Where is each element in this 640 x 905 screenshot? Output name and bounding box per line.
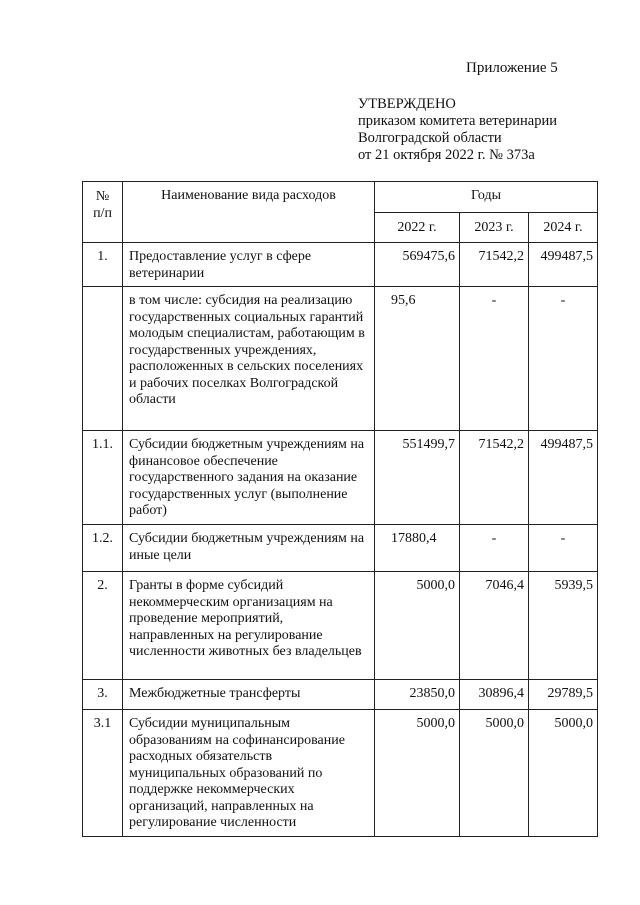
value-2022: 95,6 bbox=[375, 287, 460, 431]
value-2023: 5000,0 bbox=[460, 710, 529, 837]
value-2024: 499487,5 bbox=[529, 243, 598, 287]
value-2022: 551499,7 bbox=[375, 431, 460, 525]
col-name-header: Наименование вида расходов bbox=[123, 182, 375, 243]
value-2023: 7046,4 bbox=[460, 572, 529, 680]
value-2023: - bbox=[460, 287, 529, 431]
value-2022: 23850,0 bbox=[375, 680, 460, 710]
value-2024: 29789,5 bbox=[529, 680, 598, 710]
value-2023: 71542,2 bbox=[460, 431, 529, 525]
col-years-header: Годы bbox=[375, 182, 598, 213]
approval-line: приказом комитета ветеринарии bbox=[358, 113, 557, 129]
year-header-2022: 2022 г. bbox=[375, 213, 460, 243]
row-number: 1.1. bbox=[83, 431, 123, 525]
table-header-row bbox=[83, 182, 598, 213]
row-number: 1. bbox=[83, 243, 123, 287]
value-2024: - bbox=[529, 525, 598, 572]
table-row bbox=[83, 525, 598, 572]
table-row bbox=[83, 710, 598, 837]
value-2023: 30896,4 bbox=[460, 680, 529, 710]
year-header-2023: 2023 г. bbox=[460, 213, 529, 243]
row-number: 3. bbox=[83, 680, 123, 710]
row-number: 3.1 bbox=[83, 710, 123, 837]
appendix-label: Приложение 5 bbox=[466, 60, 558, 76]
table-row bbox=[83, 243, 598, 287]
row-name: Гранты в форме субсидий некоммерческим организациям на проведение мероприятий, направленных на регулирование численности животных без владельцев bbox=[123, 572, 375, 680]
value-2024: 5000,0 bbox=[529, 710, 598, 837]
value-2024: 499487,5 bbox=[529, 431, 598, 525]
col-number-header-text: № п/п bbox=[93, 189, 112, 221]
row-name: Межбюджетные трансферты bbox=[123, 680, 375, 710]
value-2022: 17880,4 bbox=[375, 525, 460, 572]
year-header-2024: 2024 г. bbox=[529, 213, 598, 243]
value-2023: 71542,2 bbox=[460, 243, 529, 287]
expenses-table bbox=[82, 181, 598, 837]
approval-line: Волгоградской области bbox=[358, 130, 502, 146]
value-2022: 5000,0 bbox=[375, 572, 460, 680]
value-2022: 569475,6 bbox=[375, 243, 460, 287]
row-name: Субсидии бюджетным учреждениям на иные цели bbox=[123, 525, 375, 572]
row-number bbox=[83, 287, 123, 431]
value-2023: - bbox=[460, 525, 529, 572]
approval-block bbox=[358, 96, 557, 164]
table-row bbox=[83, 680, 598, 710]
table-row bbox=[83, 287, 598, 431]
row-name: Субсидии муниципальным образованиям на софинансирование расходных обязательств муниципальных образований по поддержке некоммерческих организаций, направленных на регулирование численности bbox=[123, 710, 375, 837]
row-name: Субсидии бюджетным учреждениям на финансовое обеспечение государственного задания на оказание государственных услуг (выполнение работ) bbox=[123, 431, 375, 525]
value-2024: 5939,5 bbox=[529, 572, 598, 680]
col-number-header bbox=[83, 182, 123, 243]
row-number: 1.2. bbox=[83, 525, 123, 572]
approval-line: от 21 октября 2022 г. № 373а bbox=[358, 147, 535, 163]
row-number: 2. bbox=[83, 572, 123, 680]
row-name: в том числе: субсидия на реализацию государственных социальных гарантий молодым специалистам, работающим в государственных учреждениях, расположенных в сельских поселениях и рабочих поселках Волгоградской области bbox=[123, 287, 375, 431]
table-row bbox=[83, 572, 598, 680]
table-row bbox=[83, 431, 598, 525]
approval-title: УТВЕРЖДЕНО bbox=[358, 96, 456, 112]
row-name: Предоставление услуг в сфере ветеринарии bbox=[123, 243, 375, 287]
value-2024: - bbox=[529, 287, 598, 431]
value-2022: 5000,0 bbox=[375, 710, 460, 837]
